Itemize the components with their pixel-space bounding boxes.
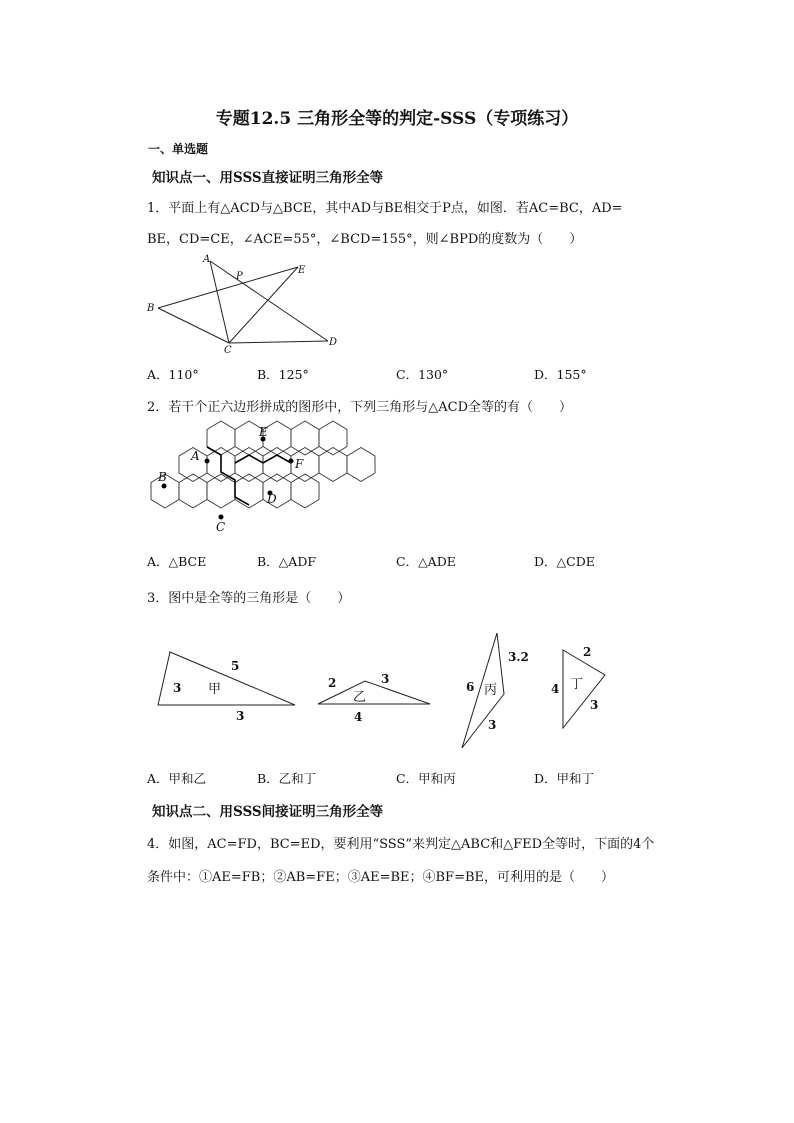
q1-label-a: A — [203, 254, 211, 265]
q1-label-p: P — [236, 271, 243, 282]
q2-label-b: B — [158, 470, 167, 484]
tri-jia-name: 甲 — [208, 682, 222, 697]
tri-ding-side-4: 4 — [551, 682, 560, 696]
q2-option-a[interactable]: A．△BCE — [147, 554, 207, 569]
tri-ding-side-2: 2 — [583, 645, 592, 659]
knowledge-point-2: 知识点二、用SSS间接证明三角形全等 — [152, 804, 384, 820]
q1-option-a[interactable]: A．110° — [147, 367, 199, 382]
q2-label-f: F — [295, 457, 304, 471]
q3-triangles-figure — [140, 625, 620, 755]
hexagon-cell — [291, 421, 319, 455]
q2-label-d: D — [267, 492, 277, 506]
q2-label-a: A — [191, 449, 200, 463]
page-title: 专题12.5 三角形全等的判定-SSS（专项练习） — [215, 109, 579, 129]
tri-jia-side-bottom: 3 — [236, 709, 245, 723]
q1-label-d: D — [329, 337, 338, 348]
tri-yi-side-3: 3 — [381, 672, 390, 686]
tri-yi-name: 乙 — [353, 690, 367, 705]
q2-option-d[interactable]: D．△CDE — [534, 554, 595, 569]
q1-label-c: C — [224, 345, 232, 356]
hexagon-cell — [235, 448, 263, 482]
q4-text-line2: 条件中：①AE=FB；②AB=FE；③AE=BE；④BF=BE，可利用的是（ ） — [147, 870, 615, 885]
q1-text-line1: 1．平面上有△ACD与△BCE，其中AD与BE相交于P点，如图．若AC=BC，AD= — [147, 201, 623, 216]
tri-bing-name: 丙 — [484, 683, 498, 698]
q3-option-b[interactable]: B．乙和丁 — [257, 771, 317, 786]
section-heading: 一、单选题 — [148, 142, 209, 156]
q2-option-c[interactable]: C．△ADE — [396, 554, 456, 569]
q1-label-b: B — [147, 303, 155, 314]
q1-option-c[interactable]: C．130° — [396, 367, 449, 382]
hexagon-cell — [347, 448, 375, 482]
tri-bing-side-3: 3 — [488, 718, 497, 732]
tri-bing-side-6: 6 — [466, 680, 475, 694]
q1-figure — [140, 248, 360, 360]
hexagon-cell — [319, 421, 347, 455]
q2-label-c: C — [216, 520, 226, 534]
tri-ding-name: 丁 — [570, 677, 584, 692]
tri-ding-side-3: 3 — [590, 698, 599, 712]
tri-yi-side-2: 2 — [328, 676, 337, 690]
q1-option-d[interactable]: D．155° — [534, 367, 587, 382]
q2-hexagon-figure — [140, 420, 310, 535]
tri-yi-side-4: 4 — [354, 710, 363, 724]
hexagon-cell — [263, 448, 291, 482]
q3-text: 3．图中是全等的三角形是（ ） — [147, 591, 351, 606]
tri-jia-side-left: 3 — [173, 681, 182, 695]
tri-jia-side-5: 5 — [231, 659, 240, 673]
q3-option-c[interactable]: C．甲和丙 — [396, 771, 456, 786]
hexagon-cell — [235, 474, 263, 508]
hexagon-cell — [179, 474, 207, 508]
hexagon-cell — [319, 448, 347, 482]
q1-option-b[interactable]: B．125° — [257, 367, 309, 382]
q3-option-a[interactable]: A．甲和乙 — [147, 771, 207, 786]
knowledge-point-1: 知识点一、用SSS直接证明三角形全等 — [152, 170, 384, 186]
q4-text-line1: 4．如图，AC=FD，BC=ED，要利用“SSS”来判定△ABC和△FED全等时，下面的4个 — [147, 837, 655, 852]
q2-label-e: E — [259, 425, 268, 439]
q3-option-d[interactable]: D．甲和丁 — [534, 771, 595, 786]
q1-label-e: E — [298, 265, 306, 276]
q2-option-b[interactable]: B．△ADF — [257, 554, 317, 569]
hexagon-cell — [291, 474, 319, 508]
tri-bing-side-3-2: 3.2 — [508, 650, 529, 664]
hexagon-cell — [207, 474, 235, 508]
q2-text: 2．若干个正六边形拼成的图形中，下列三角形与△ACD全等的有（ ） — [147, 400, 573, 415]
q1-text-line2: BE，CD=CE，∠ACE=55°，∠BCD=155°，则∠BPD的度数为（ ） — [147, 232, 583, 247]
